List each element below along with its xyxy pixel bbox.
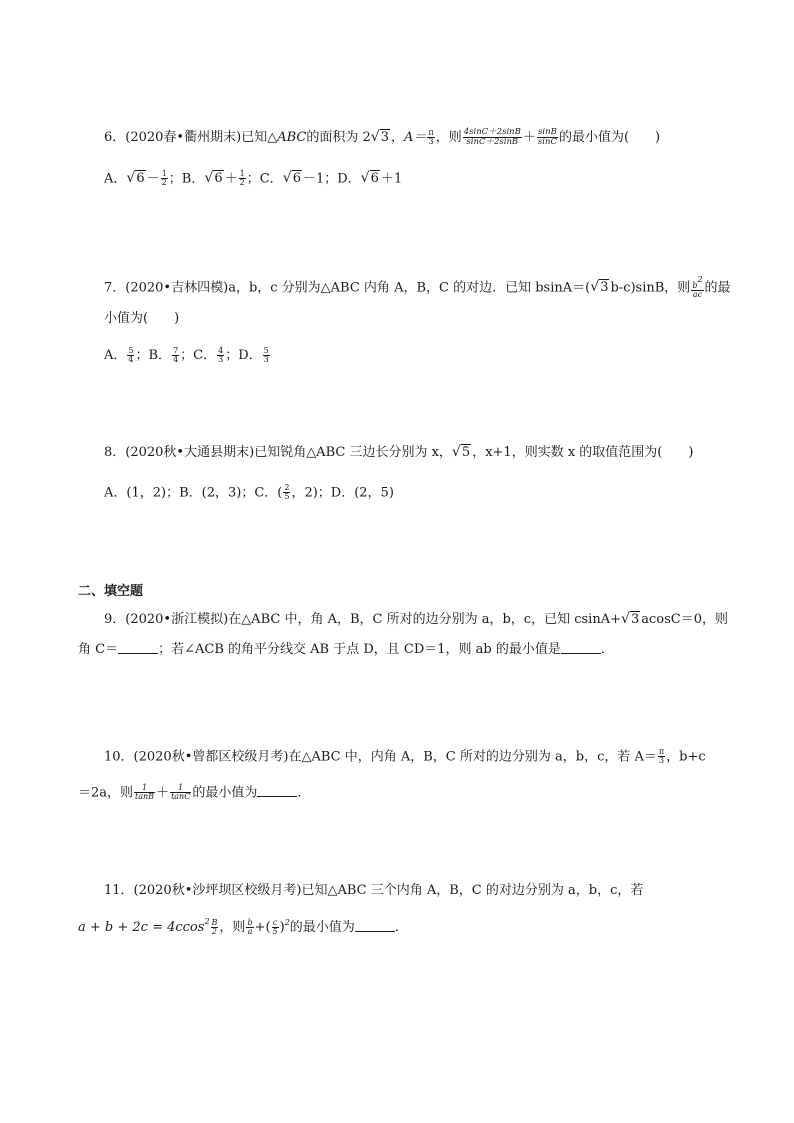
answer-blank[interactable] (257, 786, 297, 797)
question-11-stem: 11．(2020秋•沙坪坝区校级月考)已知△ABC 三个内角 A，B，C 的对边分别为 a，b，c，若 (104, 883, 644, 898)
option-d: D． $\frac{5}{3}$ (238, 346, 269, 365)
fraction-half: $\frac{1}{2}$ (161, 169, 167, 188)
sqrt-symbol: √ 6 (283, 172, 302, 185)
sqrt-symbol: √ 6 (361, 172, 380, 185)
fraction-sin-ratio-1: $\frac{4\sin C+2\sin B}{\sin C+2\sin B}$ (463, 127, 521, 147)
question-7-options (104, 347, 271, 365)
fraction-c-over-5: $\frac{c}{5}$ (272, 917, 278, 936)
option-b: B． $\frac{7}{4}$ ； (148, 346, 194, 365)
answer-blank[interactable] (355, 921, 395, 932)
question-8-options: A．(1，2)；B．(2，3)；C．( $\frac{2}{5}$ ，2)；D．(2，5) (104, 483, 394, 502)
fraction-b-over-a: $\frac{b}{a}$ (247, 917, 253, 936)
question-7-text-a: a，b，c 分别为△ABC 内角 A，B，C 的对边．已知 bsinA＝( (228, 280, 591, 296)
question-10-stem-line2: ＝2a，则 $\frac{1}{\tan B}$ ＋ $\frac{1}{\tan C}$ 的最小值为 ． (78, 783, 311, 802)
sqrt-symbol: √ 3 (590, 281, 609, 294)
fraction-pi-over-3: $\frac{\pi}{3}$ (428, 127, 434, 146)
question-6-options: A．√ 6 － $\frac{1}{2}$ ；B．√ 6 ＋ $\frac{1}{2}$ ；C．√ 6 －1；D．√ 6 ＋1 (104, 170, 402, 188)
question-9-stem-line2: 角 C＝ ；若∠ACB 的角平分线交 AB 于点 D，且 CD＝1，则 ab 的最小值是 ． (78, 642, 614, 657)
fraction-1-over-tanB: $\frac{1}{\tan B}$ (135, 783, 155, 802)
option-c: C． $\frac{4}{3}$ ； (193, 346, 239, 365)
sqrt-symbol: √ 6 (126, 172, 145, 185)
sqrt-symbol: √ 3 (621, 613, 640, 626)
question-8-stem: 8．(2020秋•大通县期末)已知锐角△ABC 三边长分别为 x，√ 5 ，x+1，则实数 x 的取值范围为( ) (104, 446, 693, 459)
question-6-stem: 6．(2020春•衢州期末)已知△ABC的面积为 2√ 3 ，A＝ $\frac{\pi}{3}$ ，则 $\frac{4\sin C+2\sin B}{\sin C+2\sin B}$ ＋ $\frac{\sin B}{\sin C}$ 的最小值为( ) (104, 128, 660, 147)
fraction-sin-ratio-2: $\frac{\sin B}{\sin C}$ (537, 127, 557, 147)
question-10-stem: 10．(2020秋•曾都区校级月考)在△ABC 中，内角 A，B，C 所对的边分别为 a，b，c，若 A＝ $\frac{\pi}{3}$ ，b+c (104, 747, 706, 766)
sqrt-symbol: √ 6 (204, 172, 223, 185)
question-9-stem: 9．(2020•浙江模拟)在△ABC 中，角 A，B，C 所对的边分别为 a，b，c，已知 csinA+√ 3 acosC＝0，则 (104, 613, 728, 626)
fraction-pi-over-3: $\frac{\pi}{3}$ (658, 747, 665, 766)
fraction-1-over-tanC: $\frac{1}{\tan C}$ (171, 783, 191, 802)
question-11-stem-line2: a + b + 2c = 4ccos$^2$ $\frac{B}{2}$ ，则 $\frac{b}{a}$ +( $\frac{c}{5}$ )$^2$的最小值为 ． (78, 917, 408, 936)
answer-blank[interactable] (118, 643, 158, 654)
fraction-2-over-5: $\frac{2}{5}$ (284, 483, 290, 502)
fraction-b2-over-ac: $\frac{b2}{ac}$ (692, 275, 703, 300)
section-title-fill-in: 二、填空题 (78, 584, 144, 599)
answer-blank[interactable] (561, 643, 601, 654)
question-7-stem-line2: 小值为( ) (104, 311, 180, 326)
sqrt-symbol: √ 5 (452, 446, 471, 459)
sqrt-symbol: √ 3 (371, 131, 390, 144)
question-7-stem: 7．(2020•吉林四模)a，b，c 分别为△ABC 内角 A，B，C 的对边．已知 bsinA＝(√ 3 b-c)sinB，则 $\frac{b2}{ac}$ 的最 (104, 276, 731, 300)
fraction-B-over-2: $\frac{B}{2}$ (211, 917, 218, 936)
fraction-half: $\frac{1}{2}$ (239, 169, 245, 188)
option-a: A． $\frac{5}{4}$ ； (104, 346, 149, 365)
